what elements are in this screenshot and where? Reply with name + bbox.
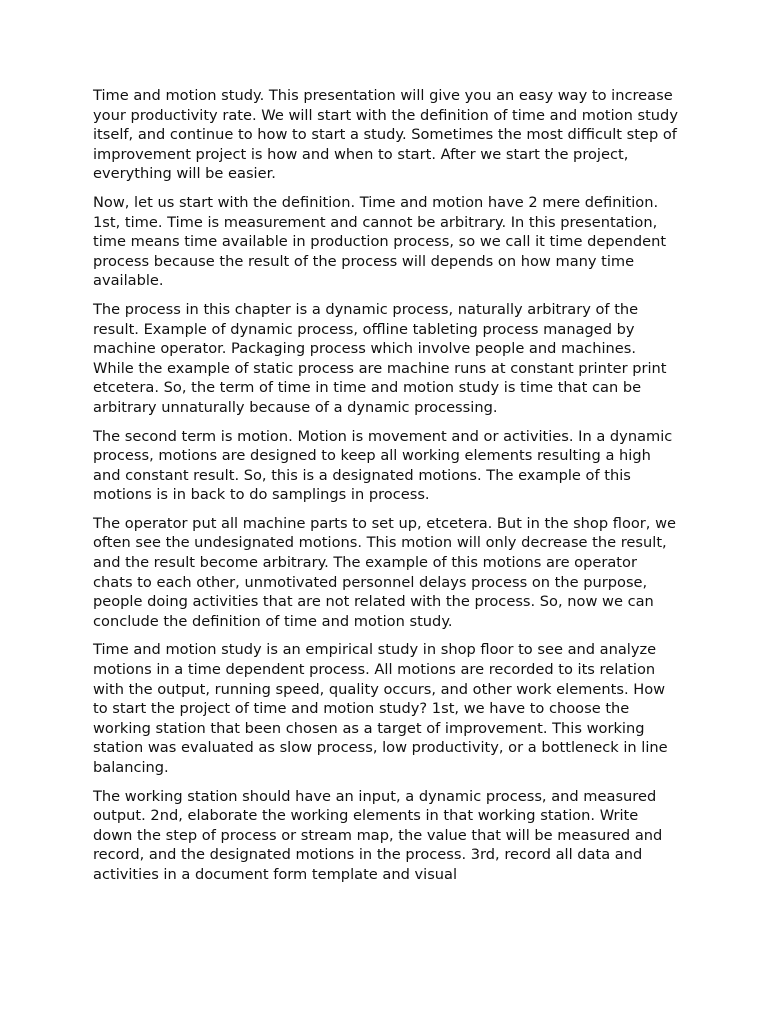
paragraph-1: Time and motion study. This presentation will give you an easy way to increase your productivity rate. We will start with the definition of time and motion study itself, and continue to how to start a study. Sometimes the most difficult step of improvement project is how and when to start. After we start the project, everything will be easier. xyxy=(93,87,678,183)
paragraph-6: Time and motion study is an empirical study in shop floor to see and analyze motions in a time dependent process. All motions are recorded to its relation with the output, running speed, quality occurs, and other work elements. How to start the project of time and motion study? 1st, we have to choose the working station that been chosen as a target of improvement. This working station was evaluated as slow process, low productivity, or a bottleneck in line balancing. xyxy=(93,641,668,776)
paragraph-5: The operator put all machine parts to set up, etcetera. But in the shop floor, we often see the undesignated motions. This motion will only decrease the result, and the result become arbitrary. The example of this motions are operator chats to each other, unmotivated personnel delays process on the purpose, people doing activities that are not related with the process. So, now we can conclude the definition of time and motion study. xyxy=(93,514,677,630)
paragraph-7: The working station should have an input, a dynamic process, and measured output. 2nd, elaborate the working elements in that working station. Write down the step of process or stream map, the value that will be measured and record, and the designated motions in the process. 3rd, record all data and activities in a document form template and visual xyxy=(93,787,663,883)
paragraph-2: Now, let us start with the definition. Time and motion have 2 mere definition. 1st, time. Time is measurement and cannot be arbitrary. In this presentation, time means time available in production process, so we call it time dependent process because the result of the process will depends on how many time available. xyxy=(93,193,667,290)
document-body xyxy=(93,86,678,894)
paragraph-3: The process in this chapter is a dynamic process, naturally arbitrary of the result. Example of dynamic process, offline tableting process managed by machine operator. Packaging process which involve people and machines. While the example of static process are machine runs at constant printer print etcetera. So, the term of time in time and motion study is time that can be arbitrary unnaturally because of a dynamic processing. xyxy=(93,300,667,416)
paragraph-4: The second term is motion. Motion is movement and or activities. In a dynamic process, motions are designed to keep all working elements resulting a high and constant result. So, this is a designated motions. The example of this motions is in back to do samplings in process. xyxy=(93,427,673,504)
